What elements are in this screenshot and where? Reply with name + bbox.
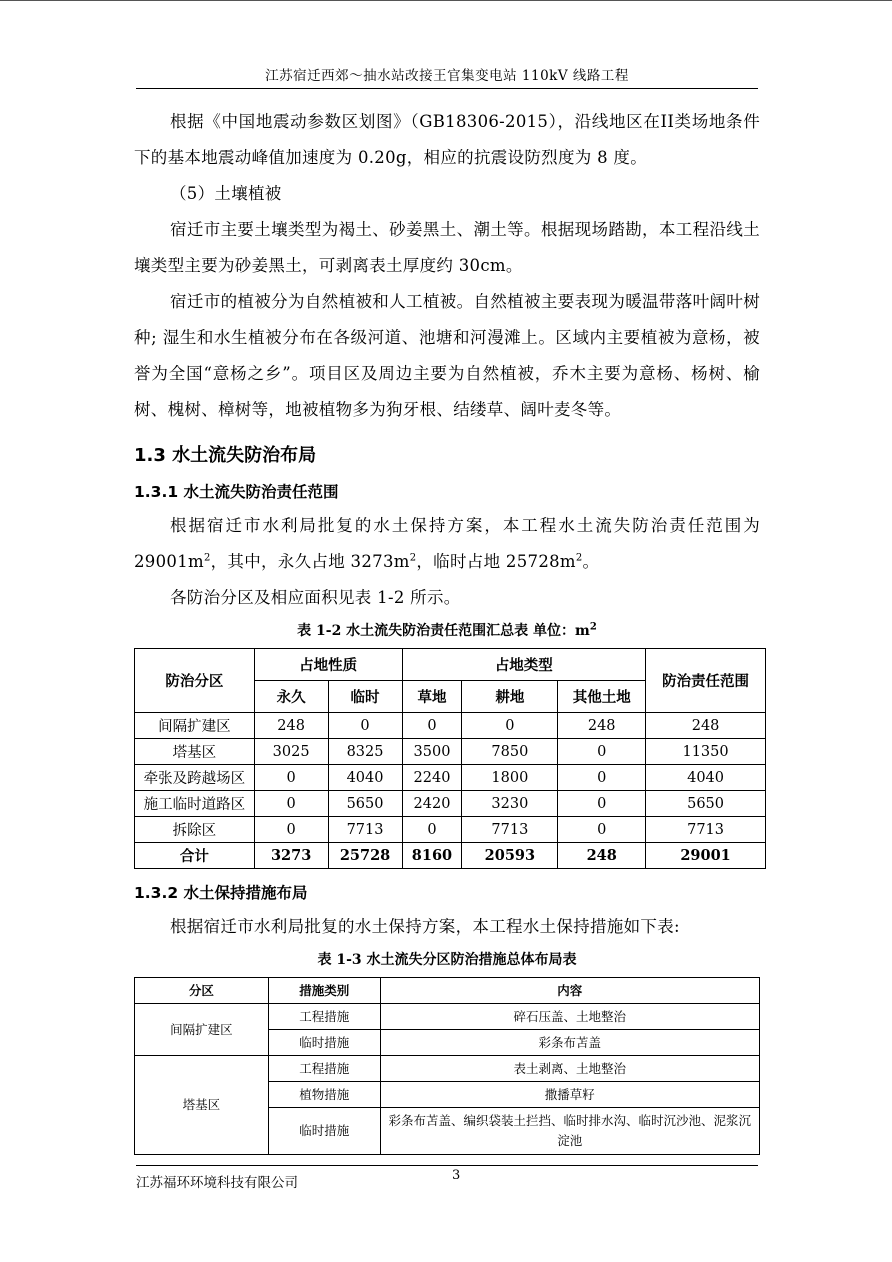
section-title-1-3-1: 1.3.1 水土流失防治责任范围 [134,483,339,501]
subheading-soil-vegetation: （5）土壤植被 [170,184,282,203]
table-row: 临时措施 彩条布苫盖、编织袋装土拦挡、临时排水沟、临时沉沙池、泥浆沉淀池 [135,1108,760,1155]
paragraph-measures-intro: 根据宿迁市水利局批复的水土保持方案，本工程水土保持措施如下表: [170,917,680,936]
th-land-nature: 占地性质 [254,649,402,681]
paragraph-see-table: 各防治分区及相应面积见表 1-2 所示。 [170,588,461,607]
table-row: 拆除区 0 7713 0 7713 0 7713 [135,817,766,843]
table-1-2 [134,648,766,869]
th-category: 措施类别 [268,978,380,1004]
page-number: 3 [452,1168,461,1183]
section-title-1-3: 1.3 水土流失防治布局 [134,445,317,466]
zone-cell: 塔基区 [135,1056,269,1155]
th-permanent: 永久 [254,681,328,713]
th-content: 内容 [380,978,759,1004]
table-total-row: 合计 3273 25728 8160 20593 248 29001 [135,843,766,869]
table-row: 临时措施 彩条布苫盖 [135,1030,760,1056]
paragraph-responsibility-scope: 根据宿迁市水利局批复的水土保持方案，本工程水土流失防治责任范围为 $29001m^2$，其中，永久占地 $3273m^2$，临时占地 $25728m^2$。 [134,516,760,571]
zone-cell: 间隔扩建区 [135,1004,269,1056]
table-row: 塔基区 3025 8325 3500 7850 0 11350 [135,739,766,765]
th-temporary: 临时 [328,681,402,713]
section-title-1-3-2: 1.3.2 水土保持措施布局 [134,884,308,902]
th-other: 其他土地 [558,681,646,713]
table-1-2-caption: 表 1-2 水土流失防治责任范围汇总表 单位：$m^2$ [297,621,597,639]
page-content [134,104,760,1155]
table-1-3 [134,977,760,1155]
paragraph-soil: 宿迁市主要土壤类型为褐土、砂姜黑土、潮土等。根据现场踏勘，本工程沿线土壤类型主要为砂姜黑土，可剥离表土厚度约 30cm。 [134,220,760,275]
header-rule [136,88,758,89]
table-row: 牵张及跨越场区 0 4040 2240 1800 0 4040 [135,765,766,791]
table-row: 植物措施 撒播草籽 [135,1082,760,1108]
table-row: 间隔扩建区 工程措施 碎石压盖、土地整治 [135,1004,760,1030]
table-row: 间隔扩建区 248 0 0 0 248 248 [135,713,766,739]
footer-rule [136,1165,758,1166]
page-header-title: 江苏宿迁西郊～抽水站改接王官集变电站 110kV 线路工程 [265,68,629,84]
table-row: 施工临时道路区 0 5650 2420 3230 0 5650 [135,791,766,817]
table-1-3-caption: 表 1-3 水土流失分区防治措施总体布局表 [317,952,577,968]
paragraph-seismic: 根据《中国地震动参数区划图》（GB18306-2015），沿线地区在II类场地条件下的基本地震动峰值加速度为 0.20g，相应的抗震设防烈度为 8 度。 [134,112,760,167]
th-zone: 分区 [135,978,269,1004]
th-grass: 草地 [402,681,462,713]
footer-company: 江苏福环环境科技有限公司 [136,1175,298,1191]
th-zone: 防治分区 [135,649,255,713]
paragraph-vegetation: 宿迁市的植被分为自然植被和人工植被。自然植被主要表现为暖温带落叶阔叶树种; 湿生和水生植被分布在各级河道、池塘和河漫滩上。区域内主要植被为意杨，被誉为全国“意杨之乡”。项目区及周边主要为自然植被，乔木主要为意杨、杨树、榆树、槐树、樟树等，地被植物多为狗牙根、结缕草、阔叶麦冬等。 [134,292,760,419]
th-land-type: 占地类型 [402,649,646,681]
table-row: 塔基区 工程措施 表土剥离、土地整治 [135,1056,760,1082]
th-scope: 防治责任范围 [646,649,766,713]
page-top-border [0,0,892,1]
th-farmland: 耕地 [462,681,558,713]
